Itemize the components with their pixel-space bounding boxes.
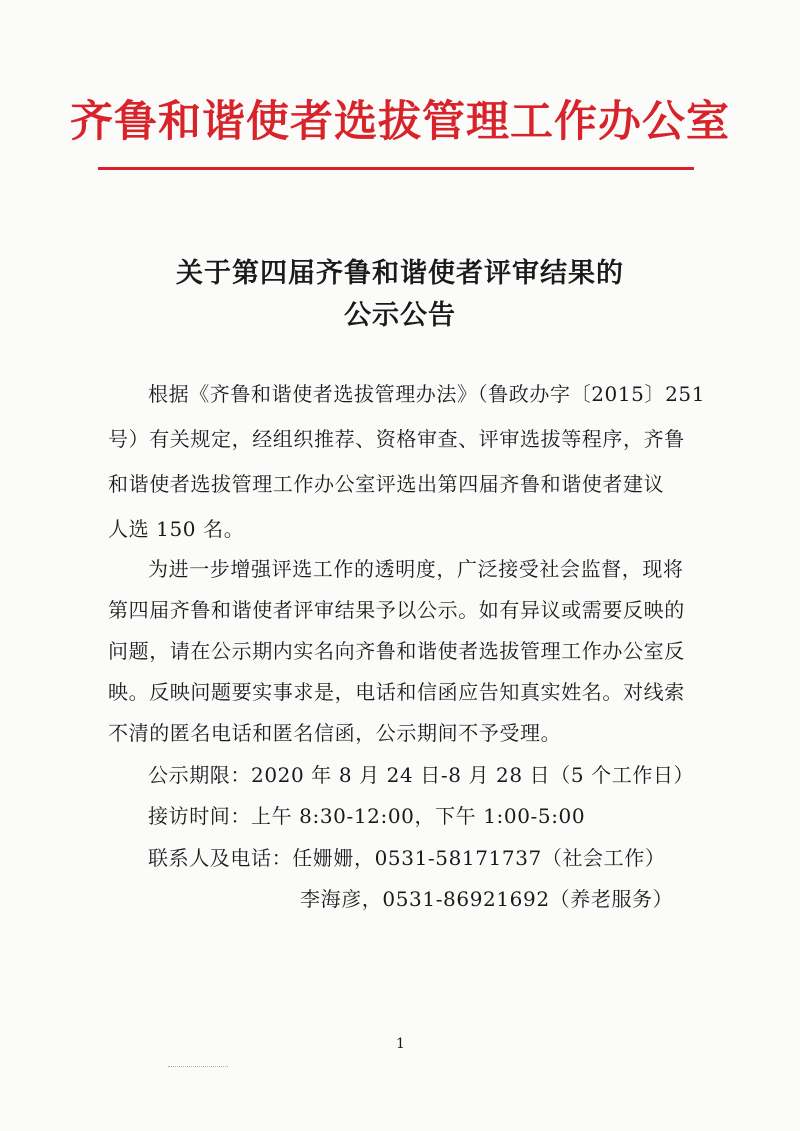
paragraph-1-line: 根据《齐鲁和谐使者选拔管理办法》（鲁政办字〔2015〕251 <box>148 382 706 406</box>
paragraph-2-line: 映。反映问题要实事求是，电话和信函应告知真实姓名。对线索 <box>108 680 685 704</box>
paragraph-2-line: 问题，请在公示期内实名向齐鲁和谐使者选拔管理工作办公室反 <box>108 639 685 663</box>
reception-hours: 接访时间：上午 8:30-12:00，下午 1:00-5:00 <box>148 804 586 828</box>
paragraph-1-line: 人选 150 名。 <box>108 517 245 541</box>
scan-artifact <box>168 1066 228 1070</box>
announcement-title-line-1: 关于第四届齐鲁和谐使者评审结果的 <box>176 258 624 289</box>
header-divider <box>98 167 694 170</box>
contact-line-1: 联系人及电话：任姗姗，0531-58171737（社会工作） <box>148 846 666 870</box>
publicity-period: 公示期限：2020 年 8 月 24 日-8 月 28 日（5 个工作日） <box>148 763 695 787</box>
page-number: 1 <box>396 1036 405 1052</box>
paragraph-1-line: 号）有关规定，经组织推荐、资格审查、评审选拔等程序，齐鲁 <box>108 427 685 451</box>
paragraph-1-line: 和谐使者选拔管理工作办公室评选出第四届齐鲁和谐使者建议 <box>108 472 665 496</box>
contact-line-2: 李海彦，0531-86921692（养老服务） <box>300 887 674 911</box>
paragraph-2-line: 为进一步增强评选工作的透明度，广泛接受社会监督，现将 <box>148 557 684 581</box>
paragraph-2-line: 不清的匿名电话和匿名信函，公示期间不予受理。 <box>108 721 562 745</box>
announcement-title-line-2: 公示公告 <box>344 300 456 331</box>
org-header: 齐鲁和谐使者选拔管理工作办公室 <box>70 97 730 147</box>
paragraph-2-line: 第四届齐鲁和谐使者评审结果予以公示。如有异议或需要反映的 <box>108 598 685 622</box>
